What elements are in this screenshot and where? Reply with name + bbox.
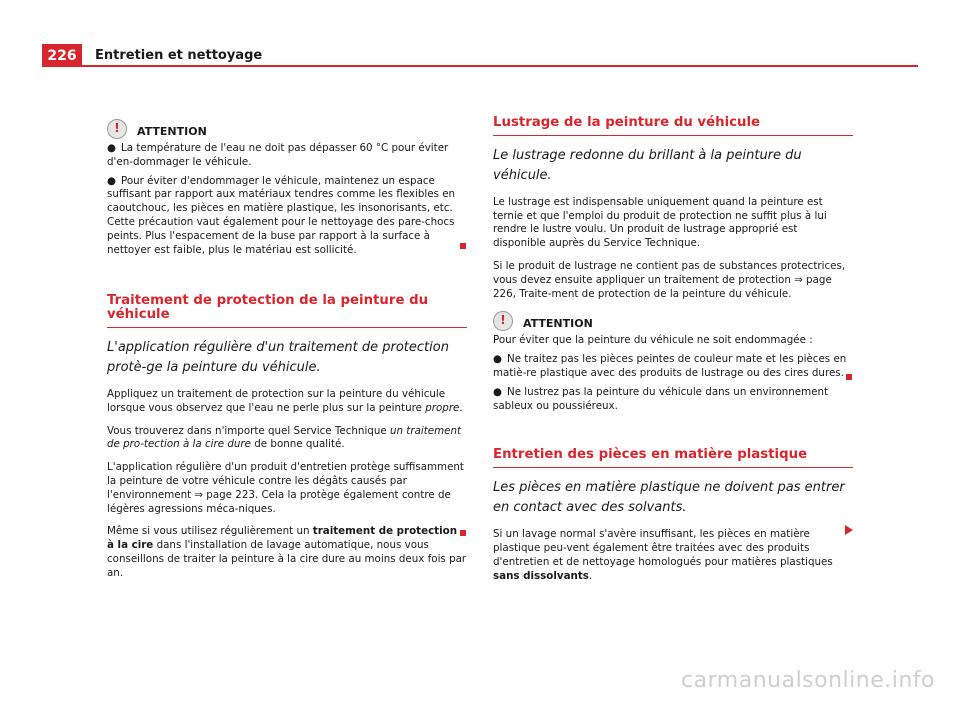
end-marker-icon [846,374,852,380]
chapter-title: Entretien et nettoyage [95,48,263,63]
end-marker-icon [460,243,466,249]
header-divider [82,65,918,67]
bullet-icon: ● [107,174,116,187]
section-heading: Traitement de protection de la peinture du véhicule [107,294,467,328]
section-heading: Lustrage de la peinture du véhicule [493,116,853,136]
paragraph: L'application régulière d'un produit d'entretien protège suffisamment la peinture de votre véhicule contre les dégâts causés par l'environnement ⇒ page 223. Cela la protège également contre de légères agressions méca-niques. [107,461,464,515]
warning-icon: ! [107,119,127,139]
bullet-icon: ● [493,353,502,366]
list-item: ● La température de l'eau ne doit pas dépasser 60 °C pour éviter d'en-dommager le véhicule. [107,142,449,168]
right-column [493,116,853,592]
page-number: 226 [42,44,82,67]
section-heading: Entretien des pièces en matière plastique [493,448,853,468]
paragraph: Si le produit de lustrage ne contient pas de substances protectrices, vous devez ensuite appliquer un traitement de protection ⇒ page 226, Traite-ment de protection de la peinture du véhicule. [493,259,846,300]
section-lead: L'application régulière d'un traitement de protection protè-ge la peinture du véhicule. [107,339,449,375]
paragraph: Si un lavage normal s'avère insuffisant, les pièces en matière plastique peu-vent également être traitées avec des produits d'entretien et de nettoyage homologués pour matières plastiques sans dissolvants. [493,528,833,582]
attention-header [107,118,467,140]
continue-arrow-icon [845,525,853,535]
list-item: ● Ne lustrez pas la peinture du véhicule dans un environnement sableux ou poussiéreux. [493,385,829,412]
list-item: ● Pour éviter d'endommager le véhicule, maintenez un espace suffisant par rapport aux matériaux tendres comme les flexibles en caoutchouc, les pièces en matière plastique, les insonorisants, etc. Cette précaution vaut également pour le nettoyage des pare-chocs peints. Plus l'espacement de la buse par rapport à la surface à nettoyer est faible, plus le matériau est sollicité. [107,174,456,256]
attention-title: ATTENTION [137,124,207,138]
bullet-icon: ● [493,385,502,398]
section-lead: Le lustrage redonne du brillant à la peinture du véhicule. [493,147,802,183]
paragraph: Même si vous utilisez régulièrement un traitement de protection à la cire dans l'installation de lavage automatique, nous vous conseillons de traiter la peinture à la cire dure au moins deux fois par an. [107,525,467,579]
end-marker-icon [460,530,466,536]
section-lead: Les pièces en matière plastique ne doivent pas entrer en contact avec des solvants. [493,480,845,516]
watermark: carmanualsonline.info [681,668,935,693]
paragraph: Appliquez un traitement de protection sur la peinture du véhicule lorsque vous observez que l'eau ne perle plus sur la peinture propre. [107,387,463,414]
page-header [0,0,960,70]
attention-intro: Pour éviter que la peinture du véhicule ne soit endommagée : [493,334,813,347]
paragraph: Le lustrage est indispensable uniquement quand la peinture est ternie et que l'emploi du produit de protection ne suffit plus à lui rendre le lustre voulu. Un produit de lustrage approprié est disponible auprès du Service Technique. [493,195,827,250]
attention-header [493,310,853,332]
list-item: ● Ne traitez pas les pièces peintes de couleur mate et les pièces en matiè-re plastique avec des produits de lustrage ou des cires dures. [493,353,847,379]
warning-icon: ! [493,311,513,331]
attention-title: ATTENTION [523,316,593,330]
paragraph: Vous trouverez dans n'importe quel Service Technique un traitement de pro-tection à la cire dure de bonne qualité. [107,424,462,451]
left-column [107,110,467,590]
bullet-icon: ● [107,142,116,154]
